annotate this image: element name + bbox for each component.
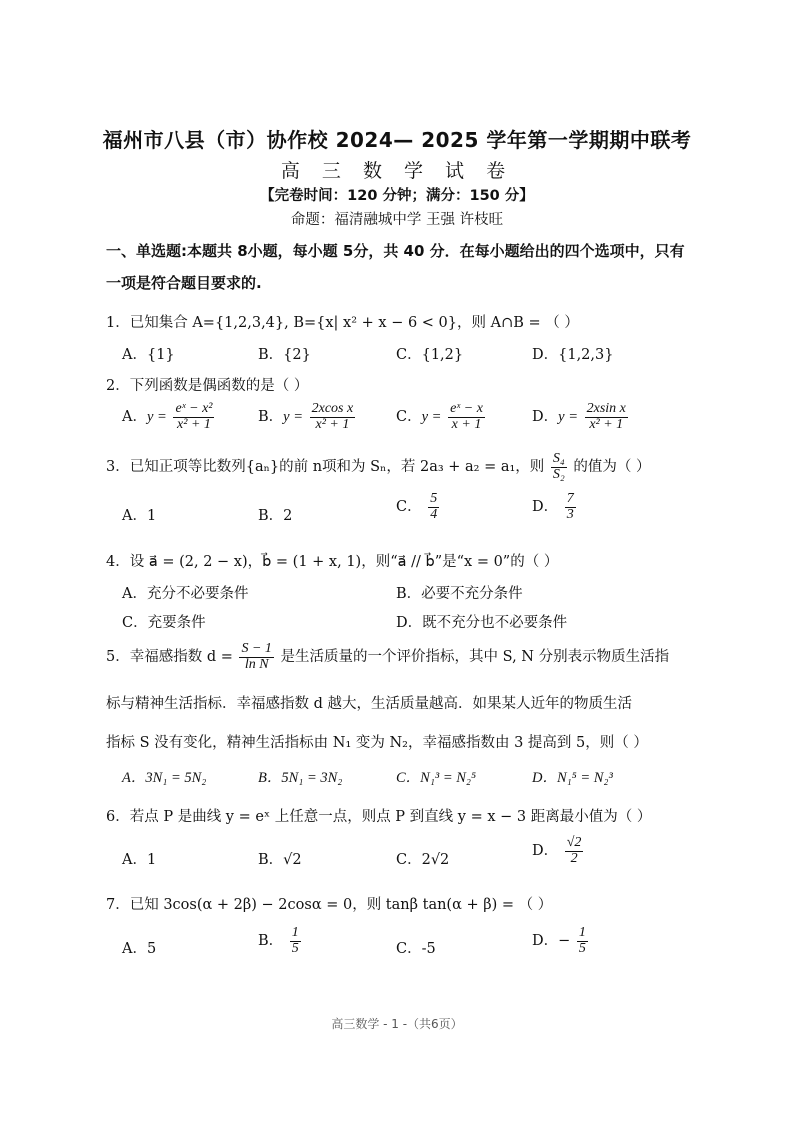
question-5-option-b: B．5N₁ = 3N₂ [258,770,343,786]
section-heading-line2: 一项是符合题目要求的. [106,274,262,292]
fraction-denominator: ln N [244,656,269,672]
fraction-numerator: eˣ − x² [175,401,213,416]
question-6-stem: 6．若点 P 是曲线 y = eˣ 上任意一点，则点 P 到直线 y = x − 3 距离最小值为（ ） [106,809,652,825]
question-5-option-d: D．N₁⁵ = N₂³ [532,770,613,786]
fraction-numerator: 5 [430,491,438,506]
option-label: C． [396,499,422,516]
fraction-numerator: S₄ [552,451,565,466]
question-1-stem: 1．已知集合 A={1,2,3,4}, B={x| x² + x − 6 < 0}，则 A∩B = （ ） [106,315,579,331]
option-fraction [310,402,356,432]
question-7-option-d [532,926,590,956]
option-lhs: y = [558,409,578,426]
option-fraction [565,492,576,522]
question-3-option-c [396,492,441,522]
exam-authors: 命题：福清融城中学 王强 许枝旺 [290,212,504,228]
option-fraction [173,402,214,432]
option-label: B． [258,409,284,426]
question-4-stem: 4．设 a⃗ = (2, 2 − x)，b⃗ = (1 + x, 1)，则“a⃗ // b⃗”是“x = 0”的（ ） [106,554,559,570]
section-heading-line1: 一、单选题:本题共 8小题，每小题 5分，共 40 分．在每小题给出的四个选项中，只有 [106,242,685,260]
question-5-option-c: C．N₁³ = N₂⁵ [396,770,477,786]
option-label: C． [396,409,422,426]
fraction-numerator: √2 [566,835,582,850]
fraction-numerator: eˣ − x [450,401,483,416]
fraction-denominator: x² + 1 [315,416,350,432]
fraction-denominator: S₂ [552,466,565,482]
question-6-option-c: C．2√2 [396,852,450,868]
option-fraction [585,402,628,432]
fraction-denominator: 3 [566,506,574,522]
option-label: A． [122,409,147,426]
question-4-option-b: B．必要不充分条件 [396,586,523,602]
option-label: D． [532,409,559,426]
fraction-numerator: 1 [291,925,299,940]
question-3-stem-suffix: 的值为（ ） [573,459,651,476]
question-2-option-a [122,402,216,432]
option-fraction [428,492,439,522]
option-label: D．− [532,933,571,950]
fraction-denominator: x² + 1 [589,416,624,432]
fraction-numerator: S − 1 [241,641,272,656]
question-3-stem-prefix: 3．已知正项等比数列{aₙ}的前 n项和为 Sₙ，若 2a₃ + a₂ = a₁，则 [106,459,545,476]
question-7-option-b [258,926,303,956]
option-label: D． [532,843,559,860]
option-lhs: y = [146,409,167,426]
question-5-stem-line2: 标与精神生活指标．幸福感指数 d 越大，生活质量越高．如果某人近年的物质生活 [106,696,632,712]
question-1-option-d: D．{1,2,3} [532,347,614,363]
fraction-denominator: 2 [570,850,578,866]
option-label: B． [258,933,284,950]
page-footer: 高三数学 - 1 -（共6页） [331,1017,463,1031]
question-5-stem-line3: 指标 S 没有变化，精神生活指标由 N₁ 变为 N₂，幸福感指数由 3 提高到 5，则（ ） [106,735,648,751]
question-3-option-b: B．2 [258,508,293,524]
question-5-stem-fraction [239,642,273,672]
question-7-option-a: A．5 [122,941,157,957]
question-5-stem-suffix: 是生活质量的一个评价指标，其中 S, N 分别表示物质生活指 [280,649,670,666]
option-fraction [290,926,301,956]
question-7-option-c: C．-5 [396,941,436,957]
question-1-option-b: B．{2} [258,347,311,363]
question-6-option-a: A．1 [122,852,157,868]
question-3-option-a: A．1 [122,508,157,524]
question-4-option-d: D．既不充分也不必要条件 [396,615,568,631]
fraction-denominator: 5 [291,940,299,956]
exam-time-info: 【完卷时间：120 分钟；满分：150 分】 [260,188,534,204]
question-2-stem: 2．下列函数是偶函数的是（ ） [106,378,309,394]
question-5-stem [106,642,669,672]
question-3-option-d [532,492,578,522]
question-2-option-d [532,402,630,432]
question-1-option-a: A．{1} [122,347,175,363]
option-lhs: y = [421,409,442,426]
option-label: D． [532,499,559,516]
question-2-option-c [396,402,487,432]
question-6-option-b: B．√2 [258,852,302,868]
fraction-denominator: x² + 1 [177,416,211,432]
question-1-option-c: C．{1,2} [396,347,464,363]
option-lhs: y = [283,409,304,426]
option-fraction [577,926,588,956]
question-3-stem [106,452,651,482]
fraction-numerator: 1 [578,925,586,940]
fraction-numerator: 7 [566,491,574,506]
question-5-option-a: A．3N₁ = 5N₂ [122,770,207,786]
question-4-option-a: A．充分不必要条件 [122,586,249,602]
option-fraction [448,402,485,432]
fraction-denominator: 5 [578,940,586,956]
exam-subtitle: 高 三 数 学 试 卷 [280,160,514,182]
question-4-option-c: C．充要条件 [122,615,206,631]
fraction-numerator: 2xsin x [586,401,626,416]
fraction-numerator: 2xcos x [311,401,354,416]
fraction-denominator: x + 1 [451,416,482,432]
exam-title: 福州市八县（市）协作校 2024— 2025 学年第一学期期中联考 [102,128,692,152]
fraction-denominator: 4 [430,506,438,522]
option-fraction [565,836,584,866]
question-6-option-d [532,836,585,866]
question-2-option-b [258,402,357,432]
question-5-stem-prefix: 5．幸福感指数 d = [106,649,233,666]
question-3-stem-fraction [551,452,567,482]
question-7-stem: 7．已知 3cos(α + 2β) − 2cosα = 0，则 tanβ tan(α + β) = （ ） [106,897,553,913]
